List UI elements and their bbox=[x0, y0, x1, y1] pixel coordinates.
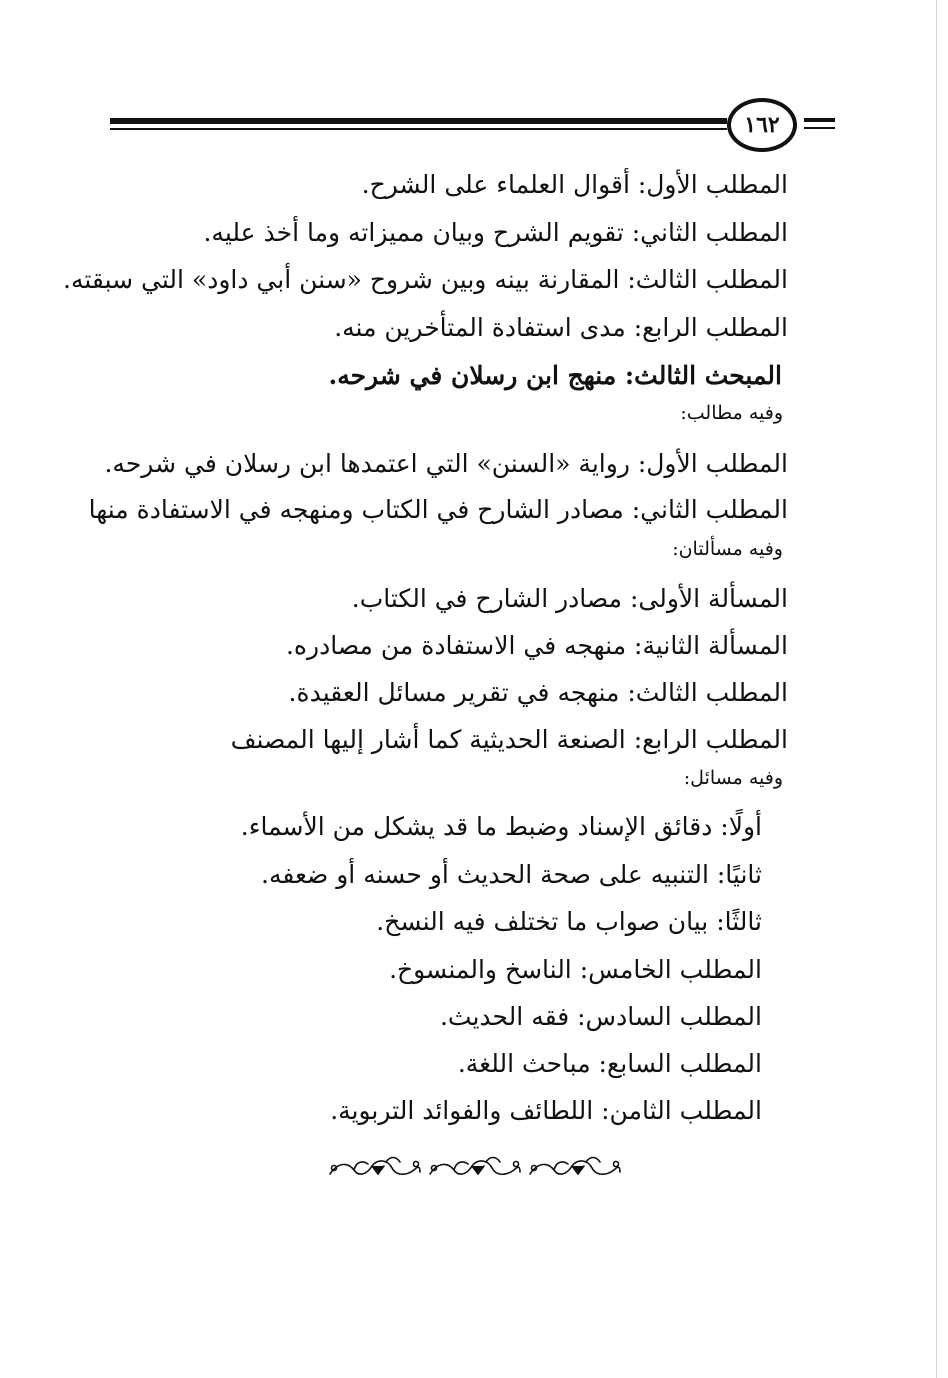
text-line: المطلب الثالث: المقارنة بينه وبين شروح «سنن أبي داود» التي سبقته. bbox=[63, 265, 788, 294]
page-number-badge bbox=[727, 98, 797, 152]
subsection-intro: وفيه مطالب: bbox=[680, 402, 783, 424]
page-margin-line bbox=[936, 0, 937, 1378]
page-number: ١٦٢ bbox=[744, 112, 780, 138]
text-line: المسألة الأولى: مصادر الشارح في الكتاب. bbox=[351, 584, 788, 613]
text-line: المطلب الرابع: الصنعة الحديثية كما أشار إليها المصنف bbox=[230, 725, 788, 754]
text-line: المطلب السابع: مباحث اللغة. bbox=[457, 1049, 762, 1078]
header-rule-thin bbox=[110, 128, 727, 130]
section-heading: المبحث الثالث: منهج ابن رسلان في شرحه. bbox=[328, 361, 782, 390]
text-line: المطلب السادس: فقه الحديث. bbox=[439, 1002, 762, 1031]
text-line: أولًا: دقائق الإسناد وضبط ما قد يشكل من الأسماء. bbox=[240, 812, 762, 841]
subsection-intro: وفيه مسألتان: bbox=[672, 538, 783, 560]
text-line: المسألة الثانية: منهجه في الاستفادة من مصادره. bbox=[285, 631, 788, 660]
text-line: المطلب الثالث: منهجه في تقرير مسائل العقيدة. bbox=[288, 678, 788, 707]
text-line: المطلب الثاني: مصادر الشارح في الكتاب ومنهجه في الاستفادة منها bbox=[88, 495, 788, 524]
text-line: ثالثًا: بيان صواب ما تختلف فيه النسخ. bbox=[376, 907, 762, 936]
text-line: المطلب الثاني: تقويم الشرح وبيان مميزاته وما أخذ عليه. bbox=[203, 218, 788, 247]
text-line: المطلب الأول: أقوال العلماء على الشرح. bbox=[361, 170, 788, 199]
text-line: المطلب الأول: رواية «السنن» التي اعتمدها ابن رسلان في شرحه. bbox=[104, 449, 788, 478]
header-rule-right-thin bbox=[804, 127, 835, 129]
subsection-intro: وفيه مسائل: bbox=[683, 767, 783, 789]
floral-divider-icon bbox=[326, 1152, 622, 1184]
header-rule-right-thick bbox=[804, 118, 835, 122]
text-line: ثانيًا: التنبيه على صحة الحديث أو حسنه أو ضعفه. bbox=[261, 860, 762, 889]
text-line: المطلب الثامن: اللطائف والفوائد التربوية. bbox=[330, 1096, 762, 1125]
header-rule-thick bbox=[110, 118, 727, 124]
text-line: المطلب الرابع: مدى استفادة المتأخرين منه. bbox=[334, 313, 788, 342]
text-line: المطلب الخامس: الناسخ والمنسوخ. bbox=[389, 955, 762, 984]
page-header bbox=[110, 98, 835, 158]
